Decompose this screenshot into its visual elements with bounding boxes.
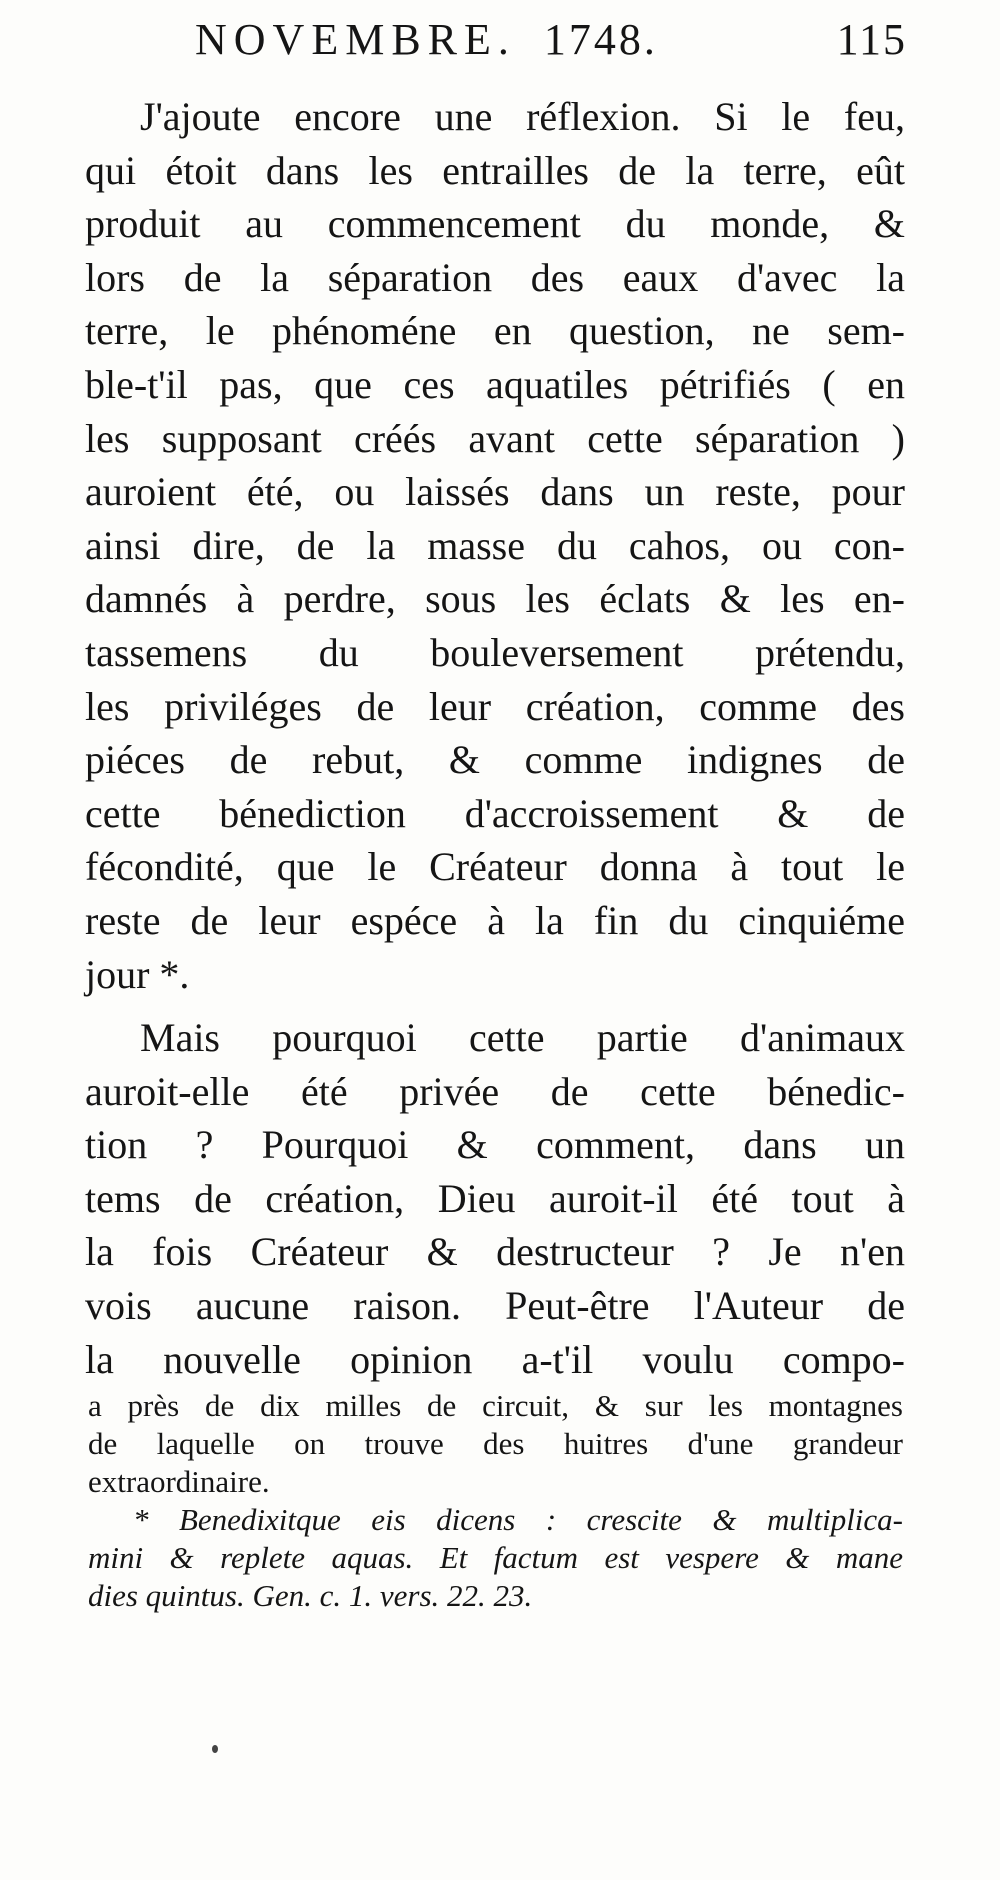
text-line: terre, le phénoméne en question, ne sem- — [85, 308, 905, 354]
ink-speck — [212, 1745, 218, 1753]
header-month: NOVEMBRE. — [195, 15, 516, 64]
text-line: lors de la séparation des eaux d'avec la — [85, 254, 905, 300]
header-year: 1748. — [543, 15, 658, 64]
footnote-line: mini & replete aquas. Et factum est vespere & mane — [88, 1540, 903, 1575]
text-line: produit au commencement du monde, & — [85, 201, 905, 247]
text-line: Mais pourquoi cette partie d'animaux — [140, 1015, 905, 1061]
text-line: damnés à perdre, sous les éclats & les en- — [85, 576, 905, 622]
footnotes — [88, 1387, 903, 1615]
text-line: piéces de rebut, & comme indignes de — [85, 737, 905, 783]
text-line: la fois Créateur & destructeur ? Je n'en — [85, 1229, 905, 1275]
footnote-line: de laquelle on trouve des huitres d'une grandeur — [88, 1426, 903, 1461]
text-line: la nouvelle opinion a-t'il voulu compo- — [85, 1336, 905, 1382]
footnote-line: * Benedixitque eis dicens : crescite & multiplica- — [133, 1502, 903, 1537]
text-line: qui étoit dans les entrailles de la terre, eût — [85, 147, 905, 193]
footnote-line: dies quintus. Gen. c. 1. vers. 22. 23. — [88, 1578, 533, 1613]
footnote-line: a près de dix milles de circuit, & sur les montagnes — [88, 1388, 903, 1423]
text-line: cette bénediction d'accroissement & de — [85, 790, 905, 836]
text-line: auroit-elle été privée de cette bénedic- — [85, 1068, 905, 1114]
text-line: ble-t'il pas, que ces aquatiles pétrifiés ( en — [85, 361, 905, 407]
paragraph-gap — [85, 1001, 905, 1011]
text-line: auroient été, ou laissés dans un reste, pour — [85, 469, 905, 515]
text-line: tems de création, Dieu auroit-il été tout à — [85, 1175, 905, 1221]
text-line: jour *. — [85, 951, 190, 997]
text-line: ainsi dire, de la masse du cahos, ou con- — [85, 522, 905, 568]
text-line: J'ajoute encore une réflexion. Si le feu, — [140, 94, 905, 139]
page-number: 115 — [836, 15, 907, 64]
running-header — [195, 14, 907, 74]
footnote-line: extraordinaire. — [88, 1464, 270, 1499]
text-line: tion ? Pourquoi & comment, dans un — [85, 1122, 905, 1168]
text-line: fécondité, que le Créateur donna à tout le — [85, 844, 905, 890]
text-line: vois aucune raison. Peut-être l'Auteur de — [85, 1283, 905, 1329]
text-line: les supposant créés avant cette séparation ) — [85, 415, 905, 461]
main-text — [85, 90, 905, 1386]
text-line: les priviléges de leur création, comme des — [85, 683, 905, 729]
text-line: tassemens du bouleversement prétendu, — [85, 629, 905, 675]
text-line: reste de leur espéce à la fin du cinquiéme — [85, 897, 905, 943]
